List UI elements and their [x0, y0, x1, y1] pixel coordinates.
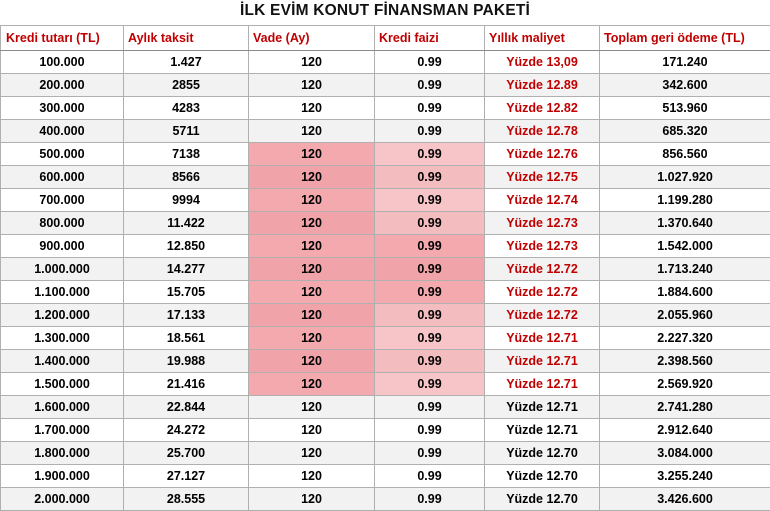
- cell-kredi-faizi: 0.99: [375, 212, 485, 235]
- cell-toplam-geri-odeme: 513.960: [600, 97, 770, 120]
- cell-kredi-tutari: 1.900.000: [1, 465, 124, 488]
- cell-kredi-tutari: 700.000: [1, 189, 124, 212]
- cell-vade: 120: [249, 212, 375, 235]
- cell-toplam-geri-odeme: 2.055.960: [600, 304, 770, 327]
- cell-toplam-geri-odeme: 1.884.600: [600, 281, 770, 304]
- cell-yillik-maliyet: Yüzde 12.70: [485, 465, 600, 488]
- cell-yillik-maliyet: Yüzde 12.71: [485, 396, 600, 419]
- cell-yillik-maliyet: Yüzde 12.72: [485, 281, 600, 304]
- table-row: [1, 212, 770, 235]
- table-row: [1, 235, 770, 258]
- cell-yillik-maliyet: Yüzde 12.71: [485, 327, 600, 350]
- cell-aylik-taksit: 11.422: [124, 212, 249, 235]
- page-title: İLK EVİM KONUT FİNANSMAN PAKETİ: [0, 0, 770, 25]
- cell-yillik-maliyet: Yüzde 12.70: [485, 488, 600, 511]
- cell-kredi-faizi: 0.99: [375, 442, 485, 465]
- table-row: [1, 442, 770, 465]
- cell-kredi-tutari: 800.000: [1, 212, 124, 235]
- cell-yillik-maliyet: Yüzde 12.71: [485, 373, 600, 396]
- cell-yillik-maliyet: Yüzde 12.76: [485, 143, 600, 166]
- cell-toplam-geri-odeme: 2.569.920: [600, 373, 770, 396]
- cell-kredi-faizi: 0.99: [375, 488, 485, 511]
- cell-yillik-maliyet: Yüzde 12.71: [485, 350, 600, 373]
- table-row: [1, 419, 770, 442]
- finance-table: [0, 25, 770, 511]
- cell-toplam-geri-odeme: 2.227.320: [600, 327, 770, 350]
- cell-yillik-maliyet: Yüzde 12.73: [485, 235, 600, 258]
- cell-vade: 120: [249, 488, 375, 511]
- cell-yillik-maliyet: Yüzde 12.70: [485, 442, 600, 465]
- cell-kredi-tutari: 1.700.000: [1, 419, 124, 442]
- cell-yillik-maliyet: Yüzde 12.82: [485, 97, 600, 120]
- cell-kredi-tutari: 1.800.000: [1, 442, 124, 465]
- cell-kredi-faizi: 0.99: [375, 235, 485, 258]
- cell-kredi-faizi: 0.99: [375, 465, 485, 488]
- cell-kredi-faizi: 0.99: [375, 281, 485, 304]
- table-row: [1, 396, 770, 419]
- cell-vade: 120: [249, 442, 375, 465]
- column-header-kredi-faizi: Kredi faizi: [375, 26, 485, 51]
- cell-toplam-geri-odeme: 685.320: [600, 120, 770, 143]
- cell-yillik-maliyet: Yüzde 12.73: [485, 212, 600, 235]
- cell-aylik-taksit: 1.427: [124, 51, 249, 74]
- table-row: [1, 281, 770, 304]
- cell-kredi-tutari: 900.000: [1, 235, 124, 258]
- table-row: [1, 327, 770, 350]
- cell-kredi-faizi: 0.99: [375, 51, 485, 74]
- cell-vade: 120: [249, 74, 375, 97]
- cell-aylik-taksit: 27.127: [124, 465, 249, 488]
- cell-yillik-maliyet: Yüzde 12.72: [485, 258, 600, 281]
- cell-toplam-geri-odeme: 2.912.640: [600, 419, 770, 442]
- cell-aylik-taksit: 9994: [124, 189, 249, 212]
- cell-kredi-tutari: 300.000: [1, 97, 124, 120]
- cell-kredi-tutari: 600.000: [1, 166, 124, 189]
- cell-kredi-faizi: 0.99: [375, 166, 485, 189]
- table-header-row: [1, 26, 770, 51]
- cell-vade: 120: [249, 97, 375, 120]
- cell-aylik-taksit: 7138: [124, 143, 249, 166]
- cell-kredi-tutari: 1.400.000: [1, 350, 124, 373]
- cell-vade: 120: [249, 327, 375, 350]
- cell-kredi-tutari: 1.300.000: [1, 327, 124, 350]
- cell-aylik-taksit: 28.555: [124, 488, 249, 511]
- cell-toplam-geri-odeme: 3.426.600: [600, 488, 770, 511]
- table-row: [1, 488, 770, 511]
- cell-kredi-faizi: 0.99: [375, 327, 485, 350]
- cell-aylik-taksit: 25.700: [124, 442, 249, 465]
- cell-toplam-geri-odeme: 171.240: [600, 51, 770, 74]
- cell-vade: 120: [249, 419, 375, 442]
- cell-aylik-taksit: 12.850: [124, 235, 249, 258]
- cell-aylik-taksit: 5711: [124, 120, 249, 143]
- cell-toplam-geri-odeme: 1.713.240: [600, 258, 770, 281]
- cell-toplam-geri-odeme: 3.255.240: [600, 465, 770, 488]
- cell-kredi-faizi: 0.99: [375, 350, 485, 373]
- cell-kredi-faizi: 0.99: [375, 74, 485, 97]
- cell-yillik-maliyet: Yüzde 12.71: [485, 419, 600, 442]
- table-body: [1, 51, 770, 511]
- cell-kredi-tutari: 400.000: [1, 120, 124, 143]
- cell-vade: 120: [249, 304, 375, 327]
- cell-kredi-tutari: 1.000.000: [1, 258, 124, 281]
- table-header: [1, 26, 770, 51]
- cell-kredi-tutari: 500.000: [1, 143, 124, 166]
- cell-vade: 120: [249, 189, 375, 212]
- column-header-toplam-geri-odeme: Toplam geri ödeme (TL): [600, 26, 770, 51]
- cell-yillik-maliyet: Yüzde 12.89: [485, 74, 600, 97]
- cell-kredi-faizi: 0.99: [375, 97, 485, 120]
- table-row: [1, 258, 770, 281]
- cell-aylik-taksit: 15.705: [124, 281, 249, 304]
- cell-vade: 120: [249, 396, 375, 419]
- table-row: [1, 465, 770, 488]
- cell-yillik-maliyet: Yüzde 12.74: [485, 189, 600, 212]
- table-row: [1, 143, 770, 166]
- cell-vade: 120: [249, 281, 375, 304]
- cell-toplam-geri-odeme: 342.600: [600, 74, 770, 97]
- cell-toplam-geri-odeme: 1.542.000: [600, 235, 770, 258]
- cell-vade: 120: [249, 120, 375, 143]
- cell-kredi-tutari: 1.500.000: [1, 373, 124, 396]
- cell-kredi-tutari: 2.000.000: [1, 488, 124, 511]
- cell-vade: 120: [249, 465, 375, 488]
- cell-kredi-faizi: 0.99: [375, 258, 485, 281]
- cell-kredi-faizi: 0.99: [375, 304, 485, 327]
- cell-toplam-geri-odeme: 1.370.640: [600, 212, 770, 235]
- cell-kredi-tutari: 200.000: [1, 74, 124, 97]
- table-row: [1, 373, 770, 396]
- cell-kredi-faizi: 0.99: [375, 189, 485, 212]
- cell-aylik-taksit: 18.561: [124, 327, 249, 350]
- cell-kredi-tutari: 100.000: [1, 51, 124, 74]
- table-row: [1, 166, 770, 189]
- column-header-yillik-maliyet: Yıllık maliyet: [485, 26, 600, 51]
- column-header-kredi-tutari: Kredi tutarı (TL): [1, 26, 124, 51]
- table-row: [1, 189, 770, 212]
- cell-toplam-geri-odeme: 3.084.000: [600, 442, 770, 465]
- cell-toplam-geri-odeme: 2.741.280: [600, 396, 770, 419]
- cell-aylik-taksit: 24.272: [124, 419, 249, 442]
- cell-aylik-taksit: 4283: [124, 97, 249, 120]
- cell-aylik-taksit: 2855: [124, 74, 249, 97]
- column-header-aylik-taksit: Aylık taksit: [124, 26, 249, 51]
- cell-vade: 120: [249, 350, 375, 373]
- cell-toplam-geri-odeme: 856.560: [600, 143, 770, 166]
- cell-vade: 120: [249, 166, 375, 189]
- cell-vade: 120: [249, 143, 375, 166]
- cell-yillik-maliyet: Yüzde 12.75: [485, 166, 600, 189]
- cell-toplam-geri-odeme: 1.027.920: [600, 166, 770, 189]
- cell-yillik-maliyet: Yüzde 12.72: [485, 304, 600, 327]
- cell-vade: 120: [249, 51, 375, 74]
- column-header-vade: Vade (Ay): [249, 26, 375, 51]
- cell-kredi-faizi: 0.99: [375, 419, 485, 442]
- cell-kredi-tutari: 1.100.000: [1, 281, 124, 304]
- cell-aylik-taksit: 21.416: [124, 373, 249, 396]
- cell-aylik-taksit: 8566: [124, 166, 249, 189]
- cell-aylik-taksit: 22.844: [124, 396, 249, 419]
- cell-toplam-geri-odeme: 2.398.560: [600, 350, 770, 373]
- cell-vade: 120: [249, 373, 375, 396]
- table-row: [1, 350, 770, 373]
- cell-kredi-tutari: 1.600.000: [1, 396, 124, 419]
- cell-kredi-tutari: 1.200.000: [1, 304, 124, 327]
- cell-vade: 120: [249, 235, 375, 258]
- cell-kredi-faizi: 0.99: [375, 120, 485, 143]
- table-row: [1, 74, 770, 97]
- cell-toplam-geri-odeme: 1.199.280: [600, 189, 770, 212]
- cell-vade: 120: [249, 258, 375, 281]
- cell-aylik-taksit: 14.277: [124, 258, 249, 281]
- table-row: [1, 120, 770, 143]
- cell-kredi-faizi: 0.99: [375, 373, 485, 396]
- cell-yillik-maliyet: Yüzde 12.78: [485, 120, 600, 143]
- cell-kredi-faizi: 0.99: [375, 143, 485, 166]
- table-row: [1, 304, 770, 327]
- cell-yillik-maliyet: Yüzde 13,09: [485, 51, 600, 74]
- cell-kredi-faizi: 0.99: [375, 396, 485, 419]
- cell-aylik-taksit: 19.988: [124, 350, 249, 373]
- table-row: [1, 97, 770, 120]
- cell-aylik-taksit: 17.133: [124, 304, 249, 327]
- table-row: [1, 51, 770, 74]
